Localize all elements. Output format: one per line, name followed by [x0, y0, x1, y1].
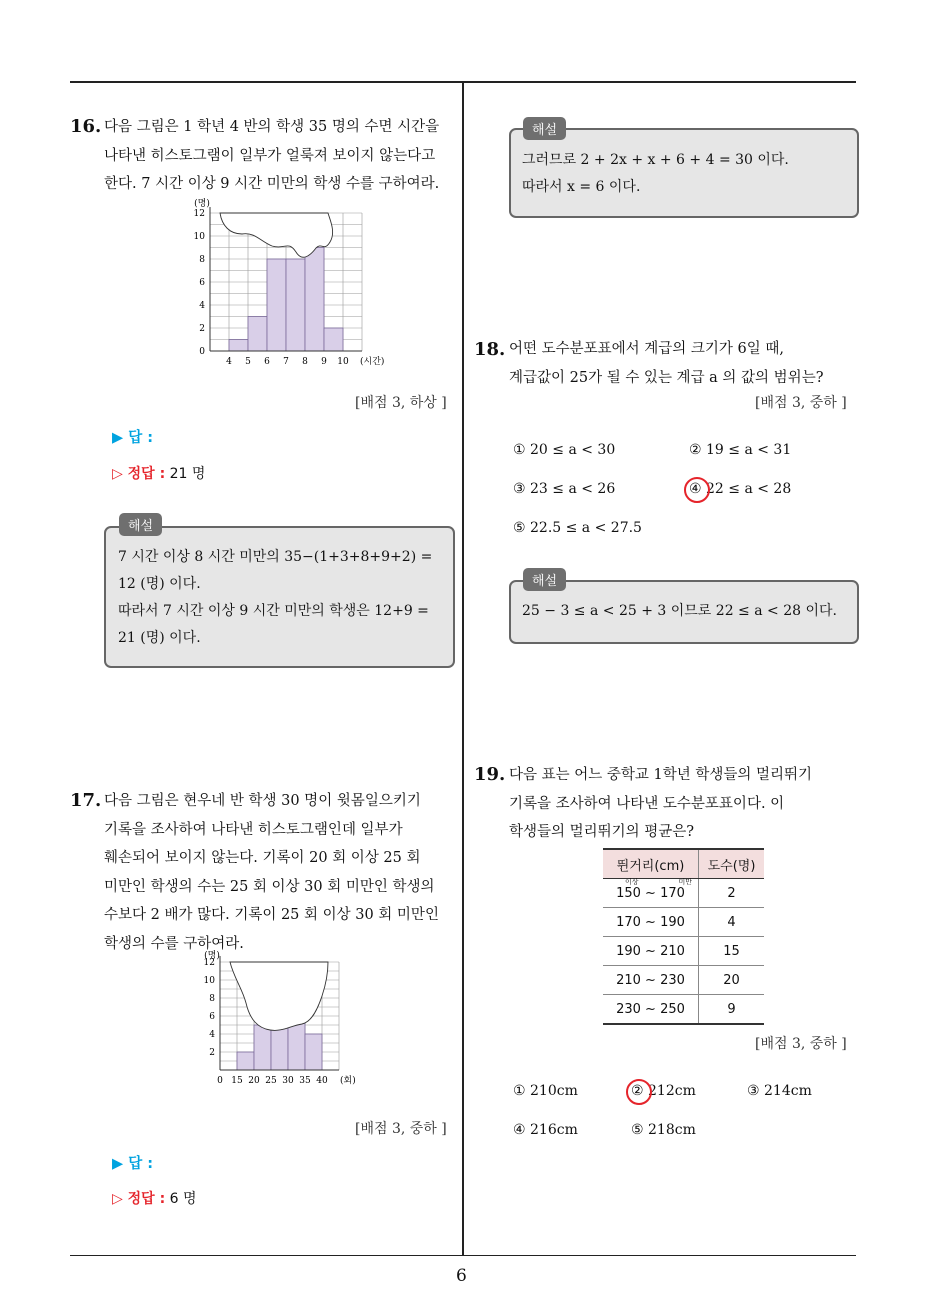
x-tick-label: 15	[231, 1076, 243, 1086]
top-explanation-text	[522, 147, 852, 201]
table-row	[603, 879, 764, 908]
y-axis-label: (명)	[194, 199, 210, 209]
q19-choice-4[interactable]: ④ 216cm	[513, 1122, 578, 1138]
histogram-bar	[248, 317, 267, 352]
y-tick-label: 2	[209, 1048, 215, 1058]
table-row	[603, 995, 764, 1025]
histogram-bar	[229, 340, 248, 352]
table-cell: 150 ~ 170	[616, 885, 685, 901]
x-tick-label: 35	[299, 1076, 311, 1086]
q18-line: 계급값이 25가 될 수 있는 계급 a 의 값의 범위는?	[509, 369, 824, 386]
expl-line: 7 시간 이상 8 시간 미만의 35−(1+3+8+9+2) =	[118, 549, 433, 565]
q18-choice-1[interactable]: ① 20 ≤ a < 30	[513, 442, 616, 458]
y-tick-label: 0	[199, 347, 205, 357]
x-axis-label: (회)	[340, 1076, 356, 1086]
y-tick-label: 4	[199, 301, 205, 311]
table-cell: 9	[699, 995, 765, 1025]
q18-choice-5[interactable]: ⑤ 22.5 ≤ a < 27.5	[513, 520, 642, 536]
x-axis-label: (시간)	[360, 357, 385, 367]
expl-line: 12 (명) 이다.	[118, 576, 201, 592]
q19-choice-1[interactable]: ① 210cm	[513, 1083, 578, 1099]
expl-line: 그러므로 2 + 2x + x + 6 + 4 = 30 이다.	[522, 152, 789, 168]
expl-line: 따라서 x = 6 이다.	[522, 179, 641, 195]
q18-text	[509, 335, 854, 392]
y-tick-label: 6	[199, 278, 205, 288]
q19-choice-5[interactable]: ⑤ 218cm	[631, 1122, 696, 1138]
note-right: 미만	[678, 878, 692, 886]
q19-text	[509, 761, 854, 847]
table-cell: 170 ~ 190	[603, 908, 699, 937]
y-tick-label: 4	[209, 1030, 215, 1040]
x-tick-label: 40	[316, 1076, 328, 1086]
q16-line: 나타낸 히스토그램이 일부가 얼룩져 보이지 않는다고	[104, 147, 436, 164]
q19-score: [배점 3, 중하 ]	[755, 1036, 847, 1052]
q17-line: 훼손되어 보이지 않는다. 기록이 20 회 이상 25 회	[104, 850, 421, 866]
q18-number: 18.	[474, 339, 506, 360]
table-header: 도수(명)	[699, 849, 765, 879]
q16-line: 한다. 7 시간 이상 9 시간 미만의 학생 수를 구하여라.	[104, 176, 440, 192]
q18-choice-3[interactable]: ③ 23 ≤ a < 26	[513, 481, 616, 497]
table-row	[603, 966, 764, 995]
x-tick-label: 5	[245, 357, 251, 367]
q17-score: [배점 3, 중하 ]	[355, 1121, 447, 1137]
column-divider	[462, 83, 464, 1255]
histogram-bar	[267, 259, 286, 351]
q17-number: 17.	[70, 790, 102, 811]
table-cell: 4	[699, 908, 765, 937]
x-tick-label: 8	[302, 357, 308, 367]
frequency-table	[603, 848, 764, 1025]
bottom-rule	[70, 1255, 856, 1256]
table-header: 뛴거리(cm)	[603, 849, 699, 879]
y-axis-label: (명)	[204, 951, 220, 961]
x-tick-label: 6	[264, 357, 270, 367]
y-tick-label: 6	[209, 1012, 215, 1022]
q18-explanation-tag: 해설	[523, 568, 566, 591]
q18-line: 어떤 도수분포표에서 계급의 크기가 6일 때,	[509, 341, 784, 357]
correct-label: ▷ 정답 :	[112, 1191, 166, 1207]
stain-blot	[230, 962, 328, 1030]
q17-correct	[112, 1188, 197, 1208]
q17-histogram	[190, 948, 380, 1093]
q16-text	[104, 113, 456, 199]
q16-explanation-tag: 해설	[119, 513, 162, 536]
q19-choice-3[interactable]: ③ 214cm	[747, 1083, 812, 1099]
selected-answer-circle	[626, 1079, 652, 1105]
y-tick-label: 8	[209, 994, 215, 1004]
top-explanation-tag: 해설	[523, 117, 566, 140]
table-row	[603, 908, 764, 937]
histogram-bar	[254, 1025, 271, 1070]
q18-explanation-text: 25 − 3 ≤ a < 25 + 3 이므로 22 ≤ a < 28 이다.	[522, 603, 837, 619]
x-tick-label: 7	[283, 357, 289, 367]
x-tick-label: 4	[226, 357, 232, 367]
expl-line: 따라서 7 시간 이상 9 시간 미만의 학생은 12+9 =	[118, 603, 429, 619]
q19-choice-2[interactable]: ② 212cm	[631, 1083, 696, 1099]
q17-line: 기록을 조사하여 나타낸 히스토그램인데 일부가	[104, 821, 403, 838]
correct-value: 21 명	[169, 466, 206, 482]
q16-correct	[112, 463, 205, 483]
q17-line: 수보다 2 배가 많다. 기록이 25 회 이상 30 회 미만인	[104, 907, 439, 923]
histogram-bar	[305, 1034, 322, 1070]
histogram-bar	[305, 248, 324, 352]
histogram-bar	[237, 1052, 254, 1070]
x-tick-label: 10	[337, 357, 349, 367]
q16-line: 다음 그림은 1 학년 4 반의 학생 35 명의 수면 시간을	[104, 119, 440, 135]
selected-answer-circle	[684, 477, 710, 503]
table-cell: 15	[699, 937, 765, 966]
table-cell: 190 ~ 210	[603, 937, 699, 966]
y-tick-label: 12	[203, 958, 215, 968]
q16-score: [배점 3, 하상 ]	[355, 395, 447, 411]
q19-number: 19.	[474, 764, 506, 785]
q16-explanation-text	[118, 544, 448, 652]
q18-choice-2[interactable]: ② 19 ≤ a < 31	[689, 442, 792, 458]
q17-line: 미만인 학생의 수는 25 회 이상 30 회 미만인 학생의	[104, 878, 435, 895]
q19-line: 기록을 조사하여 나타낸 도수분포표이다. 이	[509, 795, 785, 812]
histogram-bar	[271, 1025, 288, 1070]
table-row	[603, 937, 764, 966]
note-left: 이상	[625, 878, 639, 886]
y-tick-label: 12	[193, 209, 205, 219]
correct-value: 6 명	[169, 1191, 197, 1207]
x-tick-label: 0	[217, 1076, 223, 1086]
q18-choice-4[interactable]: ④ 22 ≤ a < 28	[689, 481, 792, 497]
table-cell: 20	[699, 966, 765, 995]
q19-line: 학생들의 멀리뛰기의 평균은?	[509, 824, 695, 840]
q19-line: 다음 표는 어느 중학교 1학년 학생들의 멀리뛰기	[509, 767, 813, 783]
q18-score: [배점 3, 중하 ]	[755, 395, 847, 411]
table-cell: 210 ~ 230	[603, 966, 699, 995]
correct-label: ▷ 정답 :	[112, 466, 166, 482]
q17-text	[104, 787, 456, 958]
page-number: 6	[456, 1266, 467, 1286]
table-cell: 230 ~ 250	[603, 995, 699, 1025]
q17-line: 다음 그림은 현우네 반 학생 30 명이 윗몸일으키기	[104, 793, 421, 809]
histogram-bar	[286, 259, 305, 351]
histogram-bar	[324, 328, 343, 351]
q16-histogram	[180, 196, 400, 371]
y-tick-label: 2	[199, 324, 205, 334]
x-tick-label: 20	[248, 1076, 260, 1086]
y-tick-label: 10	[203, 976, 215, 986]
q16-number: 16.	[70, 116, 102, 137]
q17-line: 학생의 수를 구하여라.	[104, 935, 244, 952]
x-tick-label: 30	[282, 1076, 294, 1086]
expl-line: 21 (명) 이다.	[118, 630, 201, 646]
x-tick-label: 25	[265, 1076, 277, 1086]
y-tick-label: 10	[193, 232, 205, 242]
q17-answer-label: ▶ 답 :	[112, 1156, 154, 1172]
x-tick-label: 9	[321, 357, 327, 367]
q16-answer-label: ▶ 답 :	[112, 430, 154, 446]
table-cell: 2	[699, 879, 765, 908]
y-tick-label: 8	[199, 255, 205, 265]
